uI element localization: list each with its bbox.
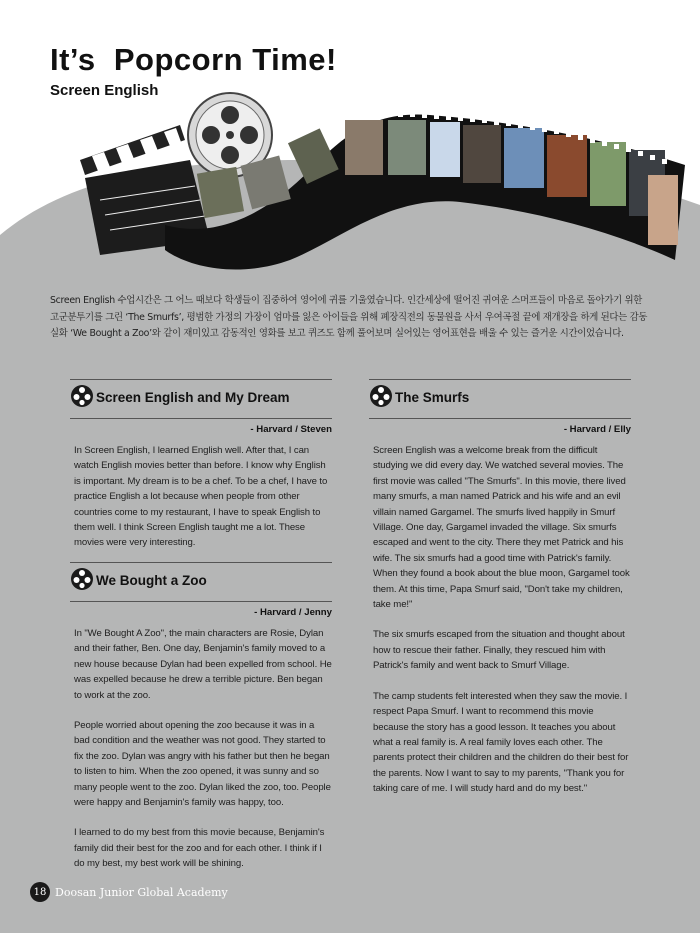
section-paragraph: Screen English was a welcome break from the difficult studying we did every day. We watched several movies. The first movie was called "The Smurfs". In this movie, there lived many smurfs, a man named Patrick and his wife and an evil villain named Gargamel. The smurfs lived happily in Smurf Village. One day, Gargamel invaded the village. Six smurfs escaped and went to the city. There they met Patrick and his wife. The six smurfs had a good time with Patrick's family. When they found a book about the blue moon, Gargamel took them. At this time, Papa Smurf said, "Don't take my children, take me!" [373,445,630,611]
section-paragraph: In Screen English, I learned English well. After that, I can watch English movies better than before. I know why English is important. My dream is to be a chef. To be a chef, I have to practice English a lot because when people from other countries come to my restaurant, I have to speak English to them well. I think Screen English taught me a lot. These movies were very interesting. [74,445,328,549]
section-reel-icon [70,384,94,408]
right-column [369,379,631,797]
section-paragraph: I learned to do my best from this movie because, Benjamin's family did their best for the zoo and for each other. I think if I do my best, my best work will be shining. [74,827,325,870]
section-author: - Harvard / Jenny [254,607,332,618]
section-header [70,379,332,412]
section-divider [70,418,332,419]
section-title: Screen English and My Dream [96,390,290,405]
section-divider [70,601,332,602]
page-number: 18 [30,882,50,902]
section-screen-english [70,379,332,551]
left-column [70,379,332,870]
section-header [70,562,332,595]
section-we-bought-a-zoo [70,562,332,872]
page-title: It’s Popcorn Time! [50,42,337,77]
section-paragraph: In "We Bought A Zoo", the main characters are Rosie, Dylan and their father, Ben. One day, Benjamin's family moved to a new house because Dylan had been expelled from school. He was expelled because he drew a terrible picture. Ben began to work at the zoo. [74,628,332,701]
section-paragraph: The six smurfs escaped from the situation and thought about how to rescue their father. Finally, they rescued him with Patrick's family and went back to Smurf Village. [373,629,625,672]
section-header [369,379,631,412]
intro-paragraph: Screen English 수업시간은 그 어느 때보다 학생들이 집중하여 영어에 귀를 기울였습니다. 인간세상에 떨어진 귀여운 스머프들이 마음로 돌아가기 위한 고군분투기를 그린 ‘The Smurfs’, 평범한 가정의 가장이 엄마를 잃은 아이들을 위해 폐장직전의 동물원을 사서 우여곡절 끝에 재개장을 하게 된다는 감동실화 ‘We Bought a Zoo’와 같이 재미있고 감동적인 영화를 보고 퀴즈도 함께 풀어보며 실어있는 영어표현을 배울 수 있는 즐거운 시간이었습니다. [50,295,648,339]
section-divider [369,418,631,419]
section-reel-icon [369,384,393,408]
section-author: - Harvard / Steven [250,424,332,435]
section-the-smurfs [369,379,631,797]
section-paragraph: The camp students felt interested when they saw the movie. I respect Papa Smurf. I want to recommend this movie because the story has a good lesson. It teaches you about what a real family is. A real family loves each other. The parents protect their children and the children do their best for the parents. Now I want to say to my parents, "Thank you for taking care of me. I will study hard and do my best." [373,690,629,795]
section-reel-icon [70,567,94,591]
footer-text: Doosan Junior Global Academy [55,885,228,899]
section-paragraph: People worried about opening the zoo because it was in a bad condition and the weather was not good. They started to fix the zoo. Dylan was angry with his father but then he began to listen to him. When the zoo opened, it was sunny and so many people went to the zoo. Dylan liked the zoo, too. People were happy and Benjamin's family was happy, too. [74,720,331,809]
page-subtitle: Screen English [50,82,159,99]
section-author: - Harvard / Elly [563,424,631,435]
film-strip-illustration [70,90,700,280]
section-title: The Smurfs [395,390,470,405]
section-title: We Bought a Zoo [96,573,207,588]
page-footer [30,882,228,902]
